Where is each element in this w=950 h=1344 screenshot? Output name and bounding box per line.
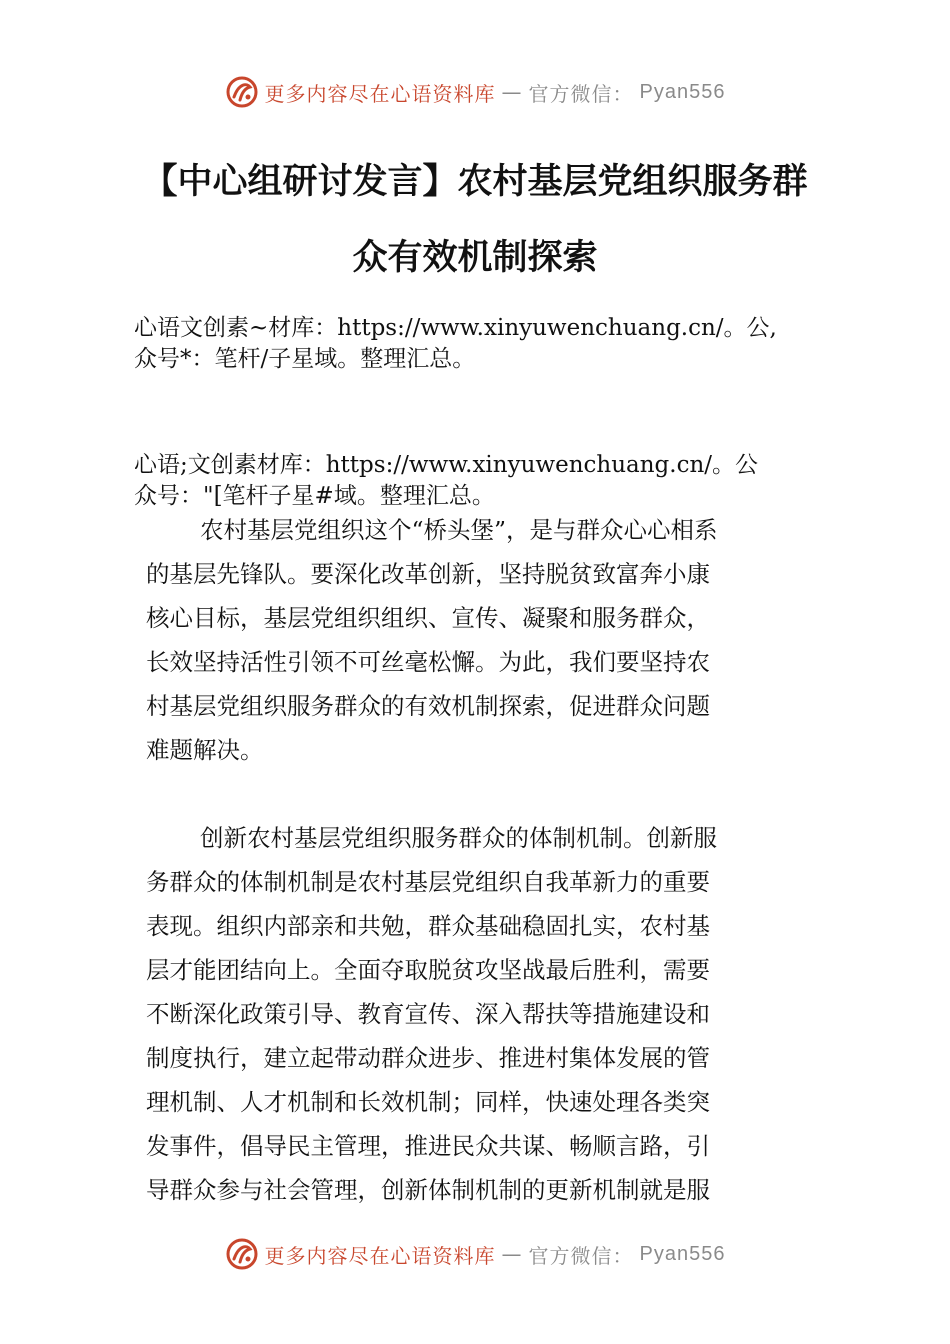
paragraph-line: 发事件，倡导民主管理，推进民众共谋、畅顺言路，引	[146, 1132, 710, 1160]
banner-main-text: 更多内容尽在心语资料库	[264, 1243, 496, 1268]
header-banner-content	[225, 75, 726, 109]
paragraph-line: 长效坚持活性引领不可丝毫松懈。为此，我们要坚持农	[146, 648, 710, 676]
paragraph-line: 层才能团结向上。全面夺取脱贫攻坚战最后胜利，需要	[146, 956, 710, 984]
body-paragraph-2	[146, 816, 826, 1212]
document-title-line-2: 众有效机制探索	[352, 238, 598, 278]
paragraph-line: 创新农村基层党组织服务群众的体制机制。创新服	[200, 824, 717, 852]
footer-banner	[0, 1234, 950, 1274]
source-note-2	[134, 450, 834, 512]
body-paragraph-1	[146, 508, 826, 772]
document-title-line-1: 【中心组研讨发言】农村基层党组织服务群	[142, 162, 808, 202]
paragraph-line: 导群众参与社会管理，创新体制机制的更新机制就是服	[146, 1176, 710, 1204]
calligraphy-logo-icon	[225, 75, 259, 109]
footer-banner-content	[225, 1237, 726, 1271]
calligraphy-logo-icon	[225, 1237, 259, 1271]
source-note-line: 心语;文创素材库：https://www.xinyuwenchuang.cn/。公	[134, 452, 759, 478]
paragraph-line: 的基层先锋队。要深化改革创新，坚持脱贫致富奔小康	[146, 560, 710, 588]
paragraph-line: 制度执行，建立起带动群众进步、推进村集体发展的管	[146, 1044, 710, 1072]
banner-wechat-label: 官方微信：	[528, 1243, 634, 1268]
banner-separator: —	[501, 1242, 523, 1266]
paragraph-line: 不断深化政策引导、教育宣传、深入帮扶等措施建设和	[146, 1000, 710, 1028]
source-note-line: 众号*：笔杆/子星域。整理汇总。	[134, 346, 476, 372]
banner-wechat-id: Pyan556	[639, 80, 726, 103]
header-banner	[0, 72, 950, 112]
source-note-line: 众号："[笔杆子星#域。整理汇总。	[134, 483, 495, 509]
paragraph-line: 难题解决。	[146, 736, 264, 764]
banner-main-text: 更多内容尽在心语资料库	[264, 81, 496, 106]
paragraph-line: 理机制、人才机制和长效机制；同样，快速处理各类突	[146, 1088, 710, 1116]
banner-wechat-label: 官方微信：	[528, 81, 634, 106]
banner-wechat-id: Pyan556	[639, 1242, 726, 1265]
paragraph-line: 农村基层党组织这个“桥头堡”，是与群众心心相系	[200, 516, 718, 544]
paragraph-line: 表现。组织内部亲和共勉，群众基础稳固扎实，农村基	[146, 912, 710, 940]
paragraph-line: 务群众的体制机制是农村基层党组织自我革新力的重要	[146, 868, 710, 896]
source-note-1	[134, 313, 834, 375]
source-note-line: 心语文创素~材库：https://www.xinyuwenchuang.cn/。公,	[134, 315, 777, 341]
banner-separator: —	[501, 80, 523, 104]
paragraph-line: 村基层党组织服务群众的有效机制探索，促进群众问题	[146, 692, 710, 720]
paragraph-line: 核心目标，基层党组织组织、宣传、凝聚和服务群众，	[146, 604, 710, 632]
